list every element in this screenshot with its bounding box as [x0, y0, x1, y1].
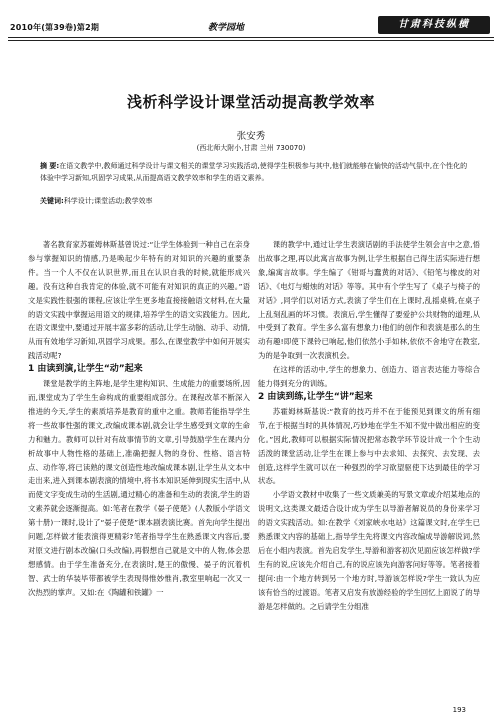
right-column [258, 238, 480, 613]
journal-logo: 甘肃科技纵横 [378, 16, 490, 34]
page-number: 193 [452, 706, 466, 714]
body-paragraph: 苏霍姆林斯基说:“教育的技巧并不在于能预见到课文的所有细节,在于根据当时的具体情况,巧妙地在学生不知不觉中做出相应的变化。”因此,教师可以根据实际情况把常态教学环节设计成一个个生动活泼的课堂活动,让学生在课上参与中去求知、去探究、去发现、去创造,这样学生就可以在一种强烈的学习欲望驱使下达到最佳的学习状态。 [258, 406, 480, 486]
intro-paragraph: 著名教育家苏霍姆林斯基曾说过:“让学生体验到一种自己在亲身参与掌握知识的情感,乃是唤起少年特有的对知识的兴趣的重要条件。当一个人不仅在认识世界,而且在认识自我的时候,就能形成兴趣。没有这种自我肯定的体验,就不可能有对知识的真正的兴趣。”语文是实践性很强的课程,应该让学生更多地直接接触语文材料,在大量的语文实践中掌握运用语文的规律,培养学生的语文实践能力。因此,在语文课堂中,要通过开展丰富多彩的活动,让学生动脑、动手、动情,从而有效地学习新知,巩固学习成果。那么,在课堂教学中如何开展实践活动呢? [28, 240, 250, 361]
body-paragraph: 小学语文教材中收集了一些文质兼美的写景文章或介绍某地点的说明文,这类课文最适合设计成为学生以导游者解说员的身份来学习的语文实践活动。如:在教学《刘家峡水电站》这篇课文时,在学生已熟悉课文内容的基础上,指导学生先将课文内容改编成导游解说词,然后在小组内表演。首先启发学生,导游和游客初次见面应该怎样做?学生有的说,应该先介绍自己,有的说应该先向游客问好等等。笔者接着提问:由一个地方转到另一个地方时,导游该怎样说?学生一致认为应该有恰当的过渡语。笔者又启发有放游经验的学生回忆上面说了的导游是怎样做的。之后请学生分组准 [258, 490, 480, 611]
section-heading-2: 2 由读到练,让学生“讲”起来 [258, 391, 373, 402]
section-name: 教学园地 [208, 23, 245, 33]
body-paragraph: 课的教学中,通过让学生表演话剧的手法使学生领会言中之意,悟出故事之理,再以此寓言故事为例,让学生根据自己得生活实际进行想象,编寓言故事。学生编了《钳哥与蠢黄的对话》、《铅笔与橡皮的对话》、《电灯与蜡烛的对话》等等。其中有个学生写了《桌子与椅子的对话》,同学们以对话方式,表演了学生们在上课时,乱摇桌椅,在桌子上乱刻乱画的坏习惯。表演后,学生懂得了要爱护公共财物的道理,从中受到了教育。学生多么富有想象力!他们的创作和表演是那么的生动有趣!即使下课铃已响起,他们依然小手如林,依依不舍地守在教室,为的是争取到一次表演机会。 [258, 240, 480, 361]
page-header [0, 0, 502, 40]
abstract-text: 在语文教学中,教师通过科学设计与课文相关的课堂学习实践活动,使得学生积极参与其中,他们就能够在愉快的活动气氛中,在个性化的体验中学习新知,巩固学习成果,从而提高语文教学效率和学生的语文素养。 [40, 162, 468, 182]
header-rule [8, 37, 494, 38]
keywords-label: 关键词: [40, 197, 64, 205]
article-title: 浅析科学设计课堂活动提高教学效率 [126, 93, 375, 111]
section-heading-1: 1 由读到演,让学生“动”起来 [28, 364, 143, 375]
body-paragraph: 在这样的活动中,学生的想象力、创造力、语言表达能力等综合能力得到充分的训练。 [258, 365, 480, 389]
issue-info: 2010年(第39卷)第2期 [10, 23, 100, 32]
keywords [40, 196, 468, 206]
left-column [28, 238, 250, 600]
abstract [40, 160, 468, 184]
header-rule-thin [8, 40, 494, 41]
author-name: 张安秀 [236, 131, 266, 142]
author-affiliation: (西北师大附小,甘肃 兰州 730070) [196, 144, 306, 152]
abstract-label: 摘 要: [40, 162, 60, 170]
keywords-text: 科学设计;课堂活动;教学效率 [63, 197, 153, 205]
body-paragraph: 课堂是教学的主阵地,是学生建构知识、生成能力的重要场所,因而,课堂成为了学生生命构成的重要组成部分。在课程改革不断深入推进的今天,学生的素质培养是教育的重中之重。教师若能指导学生将一些故事性强的课文,改编成课本剧,就会让学生感受到文章的生命力和魅力。教师可以针对有故事情节的文章,引导鼓励学生在课内分析故事中人物性格的基础上,准确把握人物的身份、性格、语言特点、动作等,将已读熟的课文创造性地改编成课本剧,让学生从文本中走出来,进入到课本剧表演的情境中,将书本知识延伸到现实生活中,从而使文字变成生动的生活剧,通过精心的准备和生动的表演,学生的语文素养就会逐渐提高。如:笔者在教学《晏子使楚》(人教版小学语文第十册)一课时,设计了“晏子使楚”课本剧表演比赛。首先向学生提出问题,怎样做才能表演得更精彩?笔者指导学生在熟悉课文内容后,要对原文进行剧本改编(口头改编),再假想自己就是文中的人物,体会思想感情。由于学生准备充分,在表演时,楚王的傲慢、晏子的沉着机智、武士的华装毕带都被学生表现得惟妙惟肖,教室里响起一次又一次热烈的掌声。又如:在《陶罐和铁罐》一 [28, 379, 250, 597]
